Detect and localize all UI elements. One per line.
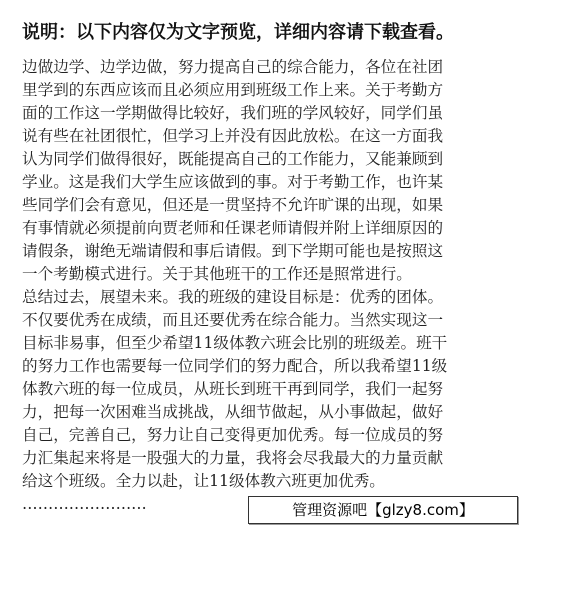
site-watermark: 管理资源吧【glzy8.com】 <box>248 496 518 524</box>
body-line: 力汇集起来将是一股强大的力量，我将会尽我最大的力量贡献 <box>22 449 444 467</box>
body-line: 的努力工作也需要每一位同学们的努力配合，所以我希望11级 <box>22 357 448 375</box>
ellipsis-line: …………………… <box>22 495 147 513</box>
body-line: 请假条，谢绝无端请假和事后请假。到下学期可能也是按照这 <box>22 242 444 260</box>
body-line: 给这个班级。全力以赴，让11级体教六班更加优秀。 <box>22 472 385 490</box>
document-body <box>22 56 556 516</box>
body-line: 边做边学、边学边做，努力提高自己的综合能力，各位在社团 <box>22 58 444 76</box>
body-line: 说有些在社团很忙，但学习上并没有因此放松。在这一方面我 <box>22 127 444 145</box>
preview-notice: 说明：以下内容仅为文字预览，详细内容请下载查看。 <box>22 22 454 43</box>
body-line: 有事情就必须提前向贾老师和任课老师请假并附上详细原因的 <box>22 219 444 237</box>
body-line: 学业。这是我们大学生应该做到的事。对于考勤工作，也许某 <box>22 173 444 191</box>
body-line: 总结过去，展望未来。我的班级的建设目标是：优秀的团体。 <box>22 288 444 306</box>
body-line: 目标非易事，但至少希望11级体教六班会比别的班级差。班干 <box>22 334 448 352</box>
body-line: 不仅要优秀在成绩，而且还要优秀在综合能力。当然实现这一 <box>22 311 444 329</box>
body-line: 认为同学们做得很好，既能提高自己的工作能力，又能兼顾到 <box>22 150 444 168</box>
body-line: 些同学们会有意见，但还是一贯坚持不允许旷课的出现，如果 <box>22 196 444 214</box>
body-line: 面的工作这一学期做得比较好，我们班的学风较好，同学们虽 <box>22 104 444 122</box>
body-line: 一个考勤模式进行。关于其他班干的工作还是照常进行。 <box>22 265 412 283</box>
body-line: 里学到的东西应该而且必须应用到班级工作上来。关于考勤方 <box>22 81 444 99</box>
body-line: 自己，完善自己，努力让自己变得更加优秀。每一位成员的努 <box>22 426 444 444</box>
body-line: 体教六班的每一位成员，从班长到班干再到同学，我们一起努 <box>22 380 444 398</box>
body-line: 力，把每一次困难当成挑战，从细节做起，从小事做起，做好 <box>22 403 444 421</box>
